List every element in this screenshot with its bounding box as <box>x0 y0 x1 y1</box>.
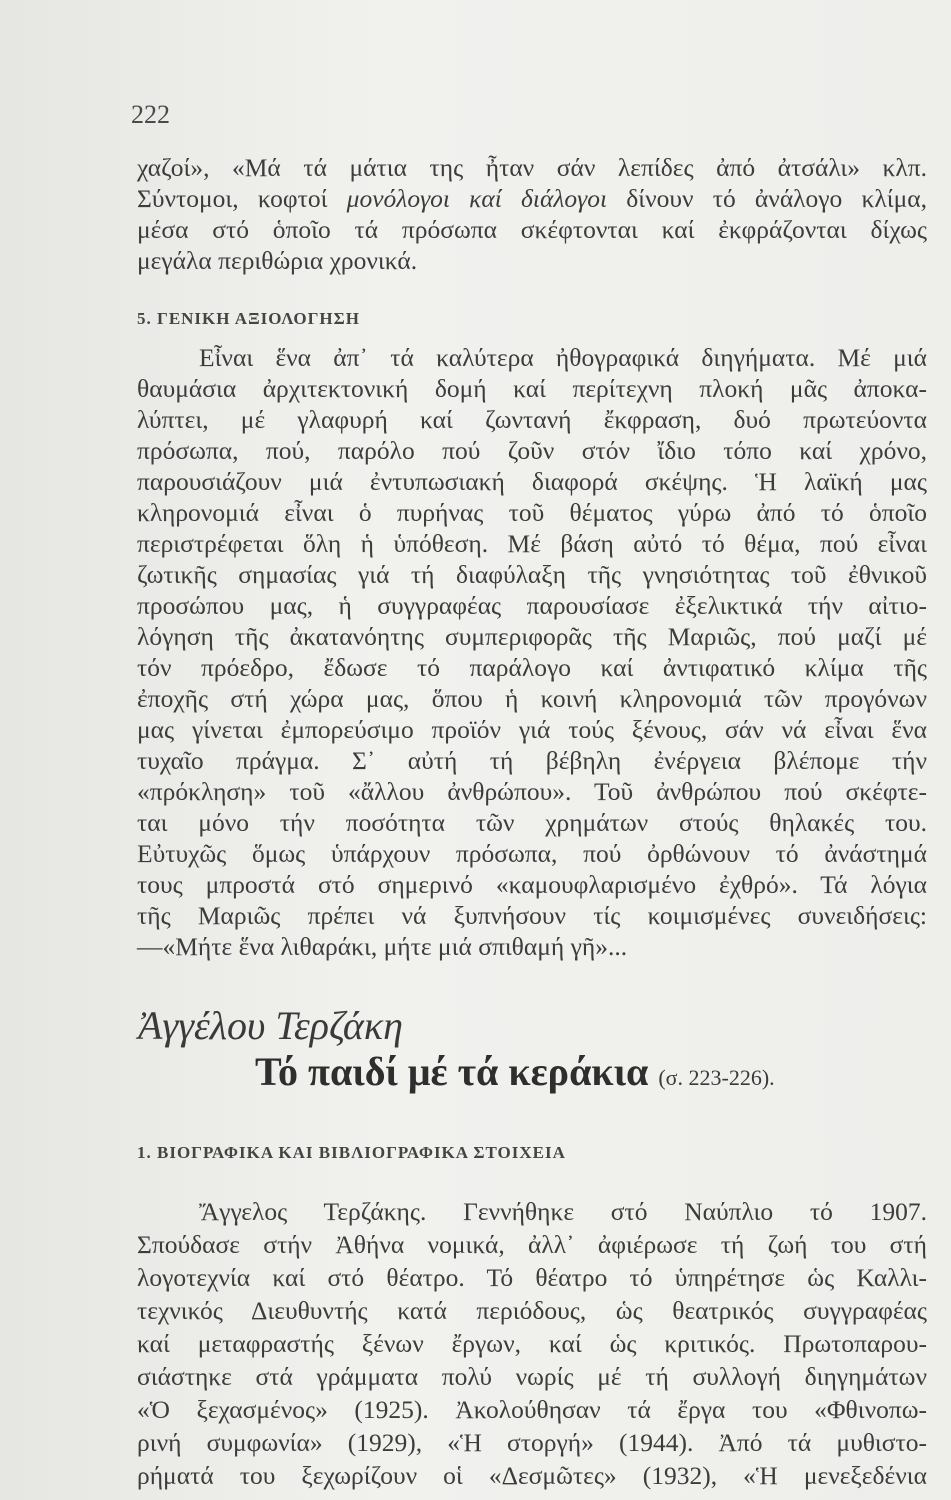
evaluation-line: προσώπου μας, ἡ συγγραφέας παρουσίασε ἐξελικτικά τήν αἰτιο- <box>137 591 927 620</box>
evaluation-line: Εἶναι ἕνα ἀπ᾿ τά καλύτερα ἠθογραφικά διηγήματα. Μέ μιά <box>199 343 927 372</box>
intro-paragraph <box>137 152 927 276</box>
evaluation-line: ται μόνο τήν ποσότητα τῶν χρημάτων στούς θηλακές του. <box>137 808 927 837</box>
biography-line: λογοτεχνία καί στό θέατρο. Τό θέατρο τό ὑπηρέτησε ὡς Καλλι- <box>137 1263 927 1292</box>
evaluation-line: τόν πρόεδρο, ἔδωσε τό παράλογο καί ἀντιφατικό κλίμα τῆς <box>137 653 927 682</box>
intro-line-end: δίνουν τό ἀνάλογο κλίμα, <box>607 184 927 213</box>
evaluation-line: μας γίνεται ἐμπορεύσιμο προϊόν γιά τούς ξένους, σάν νά εἶναι ἕνα <box>137 715 927 744</box>
evaluation-line: κληρονομιά εἶναι ὁ πυρήνας τοῦ θέματος γύρω ἀπό τό ὁποῖο <box>137 498 927 527</box>
evaluation-line: ζωτικῆς σημασίας γιά τή διαφύλαξη τῆς γνησιότητας τοῦ ἐθνικοῦ <box>137 560 927 589</box>
biography-line: τεχνικός Διευθυντής κατά περιόδους, ὡς θεατρικός συγγραφέας <box>137 1296 927 1325</box>
story-title <box>255 1048 775 1095</box>
evaluation-line: «πρόκληση» τοῦ «ἄλλου ἀνθρώπου». Τοῦ ἀνθρώπου πού σκέφτε- <box>137 777 927 806</box>
evaluation-paragraph <box>137 342 927 962</box>
evaluation-line: ἐποχῆς στή χώρα μας, ὅπου ἡ κοινή κληρονομιά τῶν προγόνων <box>137 684 927 713</box>
evaluation-line: τους μπροστά στό σημερινό «καμουφλαρισμένο ἐχθρό». Τά λόγια <box>137 870 927 899</box>
page-number: 222 <box>131 100 170 129</box>
section-heading-biography: 1. ΒΙΟΓΡΑΦΙΚΑ ΚΑΙ ΒΙΒΛΙΟΓΡΑΦΙΚΑ ΣΤΟΙΧΕΙΑ <box>137 1143 566 1162</box>
biography-line: ρινή συμφωνία» (1929), «Ἡ στοργή» (1944). Ἀπό τά μυθιστο- <box>137 1428 927 1457</box>
biography-paragraph <box>137 1195 927 1492</box>
intro-line-start: Σύντομοι, κοφτοί <box>137 184 347 213</box>
biography-line: καί μεταφραστής ξένων ἔργων, καί ὡς κριτικός. Πρωτοπαρου- <box>137 1329 927 1358</box>
biography-line: «Ὁ ξεχασμένος» (1925). Ἀκολούθησαν τά ἔργα του «Φθινοπω- <box>137 1395 927 1424</box>
intro-line: μεγάλα περιθώρια χρονικά. <box>137 246 418 275</box>
story-page-range: (σ. 223-226). <box>658 1065 775 1090</box>
author-name: Ἀγγέλου Τερζάκη <box>138 1003 403 1048</box>
biography-line: ρήματά του ξεχωρίζουν οἱ «Δεσμῶτες» (1932), «Ἡ μενεξεδένια <box>137 1461 927 1490</box>
section-heading-evaluation: 5. ΓΕΝΙΚΗ ΑΞΙΟΛΟΓΗΣΗ <box>137 309 360 328</box>
evaluation-line: πρόσωπα, πού, παρόλο πού ζοῦν στόν ἴδιο τόπο καί χρόνο, <box>137 436 927 465</box>
evaluation-line: θαυμάσια ἀρχιτεκτονική δομή καί περίτεχνη πλοκή μᾶς ἀποκα- <box>137 374 927 403</box>
evaluation-line: περιστρέφεται ὅλη ἡ ὑπόθεση. Μέ βάση αὐτό τό θέμα, πού εἶναι <box>137 529 927 558</box>
evaluation-line: τῆς Μαριῶς πρέπει νά ξυπνήσουν τίς κοιμισμένες συνειδήσεις: <box>137 901 927 930</box>
intro-line: μέσα στό ὁποῖο τά πρόσωπα σκέφτονται καί ἐκφράζονται δίχως <box>137 215 927 244</box>
evaluation-line: τυχαῖο πράγμα. Σ᾿ αὐτή τή βέβηλη ἐνέργεια βλέπομε τήν <box>137 746 927 775</box>
story-title-text: Τό παιδί μέ τά κεράκια <box>255 1049 649 1094</box>
intro-line: χαζοί», «Μά τά μάτια της ἦταν σάν λεπίδες ἀπό ἀτσάλι» κλπ. <box>137 153 927 182</box>
evaluation-line: Εὐτυχῶς ὅμως ὑπάρχουν πρόσωπα, πού ὀρθώνουν τό ἀνάστημά <box>137 839 927 868</box>
biography-line: σιάστηκε στά γράμματα πολύ νωρίς μέ τή συλλογή διηγημάτων <box>137 1362 927 1391</box>
evaluation-line: παρουσιάζουν μιά ἐντυπωσιακή διαφορά σκέψης. Ἡ λαϊκή μας <box>137 467 927 496</box>
evaluation-line: —«Μήτε ἕνα λιθαράκι, μήτε μιά σπιθαμή γῆ»... <box>137 932 628 961</box>
intro-line <box>137 183 927 214</box>
evaluation-line: λύπτει, μέ γλαφυρή καί ζωντανή ἔκφραση, δυό πρωτεύοντα <box>137 405 927 434</box>
biography-line: Ἄγγελος Τερζάκης. Γεννήθηκε στό Ναύπλιο τό 1907. <box>199 1197 927 1226</box>
evaluation-line: λόγηση τῆς ἀκατανόητης συμπεριφορᾶς τῆς Μαριῶς, πού μαζί μέ <box>137 622 927 651</box>
italic-emphasis: μονόλογοι καί διάλογοι <box>346 184 608 213</box>
biography-line: Σπούδασε στήν Ἀθήνα νομικά, ἀλλ᾿ ἀφιέρωσε τή ζωή του στή <box>137 1230 927 1259</box>
